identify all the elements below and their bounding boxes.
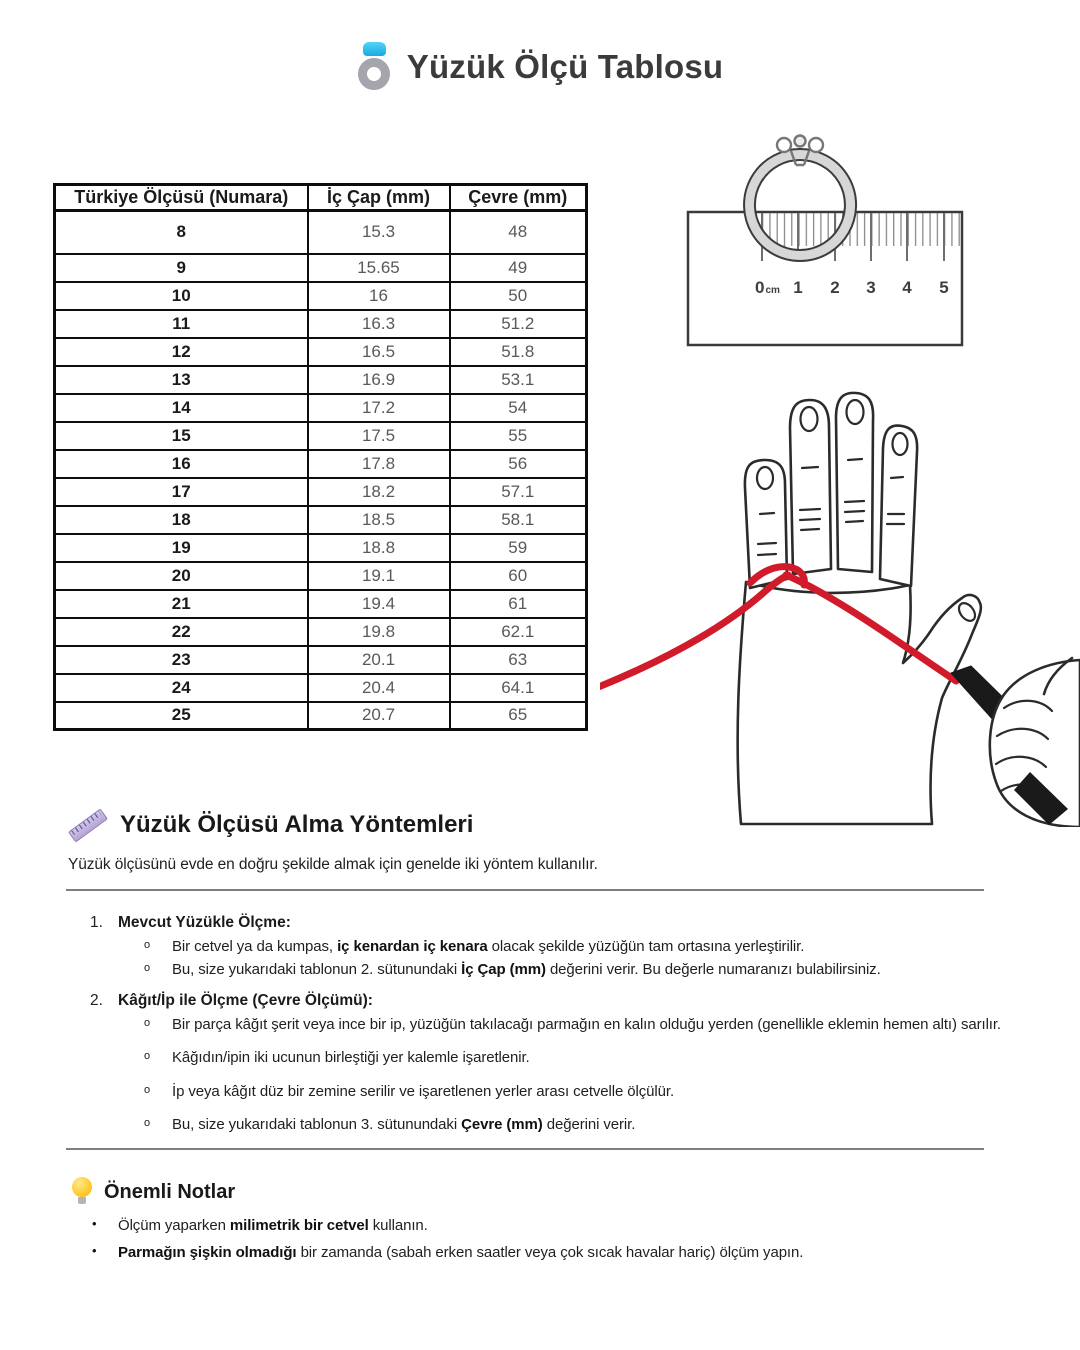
column-header-size: Türkiye Ölçüsü (Numara) <box>55 185 308 211</box>
bullet-marker: • <box>92 1216 97 1231</box>
ring-on-ruler-figure <box>672 133 972 353</box>
ruler-label-1: 1 <box>793 278 803 297</box>
bullet-marker: o <box>144 1017 151 1029</box>
table-cell-circumference: 53.1 <box>450 366 587 394</box>
table-cell-diameter: 15.3 <box>308 211 450 254</box>
table-cell-circumference: 60 <box>450 562 587 590</box>
list-item: • Ölçüm yaparken milimetrik bir cetvel kullanın. <box>90 1216 1010 1236</box>
notes-section-header <box>70 1176 235 1208</box>
list-item: o Bir cetvel ya da kumpas, iç kenardan iç kenara olacak şekilde yüzüğün tam ortasına yerleştirilir. <box>140 937 881 957</box>
table-cell-circumference: 57.1 <box>450 478 587 506</box>
table-cell-size: 11 <box>55 310 308 338</box>
ring-gem-icon <box>363 42 386 56</box>
table-cell-size: 20 <box>55 562 308 590</box>
methods-heading: Yüzük Ölçüsü Alma Yöntemleri <box>120 811 474 838</box>
table-row <box>55 534 587 562</box>
table-cell-diameter: 18.8 <box>308 534 450 562</box>
table-row <box>55 618 587 646</box>
table-cell-diameter: 19.4 <box>308 590 450 618</box>
table-row <box>55 366 587 394</box>
table-row <box>55 254 587 282</box>
table-cell-circumference: 65 <box>450 702 587 730</box>
page-title: Yüzük Ölçü Tablosu <box>406 48 724 85</box>
ring-icon <box>357 42 391 92</box>
item-number: 1. <box>90 914 103 931</box>
hand-string-measurement-figure <box>600 372 1080 827</box>
table-cell-size: 9 <box>55 254 308 282</box>
list-item: o Bu, size yukarıdaki tablonun 3. sütunundaki Çevre (mm) değerini verir. <box>140 1115 1001 1135</box>
table-cell-diameter: 20.4 <box>308 674 450 702</box>
list-item: o Kâğıdın/ipin iki ucunun birleştiği yer kalemle işaretlenir. <box>140 1048 1001 1068</box>
table-row <box>55 338 587 366</box>
table-cell-size: 23 <box>55 646 308 674</box>
table-cell-circumference: 51.8 <box>450 338 587 366</box>
table-cell-size: 10 <box>55 282 308 310</box>
method-item-1 <box>90 914 1010 981</box>
column-header-diameter: İç Çap (mm) <box>308 185 450 211</box>
column-header-circumference: Çevre (mm) <box>450 185 587 211</box>
table-cell-size: 24 <box>55 674 308 702</box>
table-cell-diameter: 16.3 <box>308 310 450 338</box>
table-row <box>55 282 587 310</box>
table-cell-circumference: 50 <box>450 282 587 310</box>
table-cell-diameter: 16.5 <box>308 338 450 366</box>
hand-illustration <box>600 372 1080 827</box>
list-item: o İp veya kâğıt düz bir zemine serilir ve işaretlenen yerler arası cetvelle ölçülür. <box>140 1082 1001 1102</box>
table-row <box>55 702 587 730</box>
list-item: o Bu, size yukarıdaki tablonun 2. sütunundaki İç Çap (mm) değerini verir. Bu değerle numaranızı bulabilirsiniz. <box>140 960 881 980</box>
table-cell-circumference: 58.1 <box>450 506 587 534</box>
table-cell-diameter: 19.1 <box>308 562 450 590</box>
table-cell-circumference: 59 <box>450 534 587 562</box>
ruler-label-2: 2 <box>830 278 840 297</box>
ruler-label-3: 3 <box>866 278 876 297</box>
methods-section-header <box>68 806 473 844</box>
ruler-icon <box>68 806 108 844</box>
table-cell-size: 19 <box>55 534 308 562</box>
divider <box>66 1148 984 1150</box>
table-cell-circumference: 56 <box>450 450 587 478</box>
size-table-body <box>55 211 587 730</box>
ruler-label-0: 0cm <box>755 278 780 297</box>
table-cell-size: 22 <box>55 618 308 646</box>
bullet-marker: o <box>144 1116 151 1129</box>
table-row <box>55 450 587 478</box>
table-row <box>55 674 587 702</box>
table-cell-diameter: 18.2 <box>308 478 450 506</box>
list-item: o Bir parça kâğıt şerit veya ince bir ip, yüzüğün takılacağı parmağın en kalın olduğu yerden (genellikle eklemin hemen altı) sarılır. <box>140 1015 1001 1035</box>
table-cell-size: 16 <box>55 450 308 478</box>
table-cell-size: 13 <box>55 366 308 394</box>
bullet-marker: o <box>144 962 151 975</box>
item-title: Kâğıt/İp ile Ölçme (Çevre Ölçümü): <box>118 992 373 1009</box>
table-cell-size: 15 <box>55 422 308 450</box>
table-cell-circumference: 61 <box>450 590 587 618</box>
table-cell-diameter: 16 <box>308 282 450 310</box>
table-cell-diameter: 15.65 <box>308 254 450 282</box>
table-cell-circumference: 62.1 <box>450 618 587 646</box>
table-cell-diameter: 20.7 <box>308 702 450 730</box>
table-cell-circumference: 64.1 <box>450 674 587 702</box>
table-row <box>55 310 587 338</box>
methods-intro: Yüzük ölçüsünü evde en doğru şekilde almak için genelde iki yöntem kullanılır. <box>68 856 598 873</box>
table-row <box>55 478 587 506</box>
table-cell-size: 14 <box>55 394 308 422</box>
item-number: 2. <box>90 992 103 1009</box>
method-item-2 <box>90 992 1010 1148</box>
hand-outline <box>738 393 981 824</box>
ruler-illustration <box>672 133 972 353</box>
notes-heading: Önemli Notlar <box>104 1180 236 1203</box>
table-cell-diameter: 20.1 <box>308 646 450 674</box>
table-cell-size: 21 <box>55 590 308 618</box>
table-header <box>55 185 587 211</box>
bullet-marker: • <box>92 1243 97 1259</box>
table-row <box>55 646 587 674</box>
table-cell-size: 25 <box>55 702 308 730</box>
item-title: Mevcut Yüzükle Ölçme: <box>118 914 291 931</box>
table-cell-size: 12 <box>55 338 308 366</box>
ring-band-icon <box>358 58 390 90</box>
table-cell-diameter: 17.5 <box>308 422 450 450</box>
table-cell-diameter: 17.2 <box>308 394 450 422</box>
bullet-marker: o <box>144 1050 151 1063</box>
table-row <box>55 590 587 618</box>
table-cell-circumference: 54 <box>450 394 587 422</box>
ruler-mm-ticks <box>758 213 960 246</box>
table-cell-size: 18 <box>55 506 308 534</box>
notes-list <box>90 1216 1010 1271</box>
table-cell-circumference: 63 <box>450 646 587 674</box>
table-cell-diameter: 18.5 <box>308 506 450 534</box>
table-cell-circumference: 48 <box>450 211 587 254</box>
list-item: • Parmağın şişkin olmadığı bir zamanda (sabah erken saatler veya çok sıcak havalar hariç) ölçüm yapın. <box>90 1243 1010 1263</box>
table-row <box>55 394 587 422</box>
ring-size-table <box>53 183 588 731</box>
table-row <box>55 562 587 590</box>
divider <box>66 889 984 891</box>
bullet-marker: o <box>144 939 151 951</box>
lightbulb-icon <box>70 1176 94 1208</box>
table-cell-size: 8 <box>55 211 308 254</box>
page-header <box>0 42 1080 92</box>
table-cell-diameter: 16.9 <box>308 366 450 394</box>
ruler-label-4: 4 <box>902 278 912 297</box>
table-cell-size: 17 <box>55 478 308 506</box>
table-row <box>55 422 587 450</box>
table-cell-circumference: 51.2 <box>450 310 587 338</box>
ruler-label-5: 5 <box>939 278 949 297</box>
bullet-marker: o <box>144 1083 151 1096</box>
table-cell-diameter: 19.8 <box>308 618 450 646</box>
table-row <box>55 211 587 254</box>
table-cell-circumference: 49 <box>450 254 587 282</box>
table-cell-diameter: 17.8 <box>308 450 450 478</box>
table-cell-circumference: 55 <box>450 422 587 450</box>
table-row <box>55 506 587 534</box>
